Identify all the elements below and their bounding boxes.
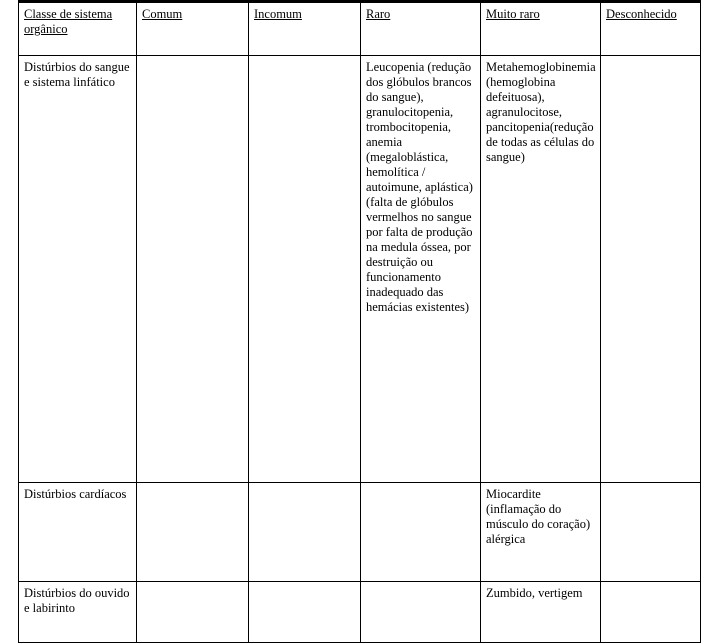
table-row xyxy=(19,483,701,582)
table-row xyxy=(19,56,701,483)
column-header-raro xyxy=(361,3,481,56)
table-header-row xyxy=(19,3,701,56)
cell-muito-raro-text: Miocardite (inflamação do músculo do coração) alérgica xyxy=(486,487,594,546)
cell-comum xyxy=(137,582,249,643)
cell-muito-raro-text: Metahemoglobinemia (hemoglobina defeituosa), agranulocitose, pancitopenia(redução de todas as células do sangue) xyxy=(486,60,599,164)
cell-raro xyxy=(361,56,481,483)
column-header-incomum-label: Incomum xyxy=(254,7,302,21)
cell-comum xyxy=(137,483,249,582)
cell-muito-raro xyxy=(481,582,601,643)
cell-incomum xyxy=(249,56,361,483)
cell-system-class xyxy=(19,483,137,582)
column-header-muito-raro-label: Muito raro xyxy=(486,7,540,21)
column-header-raro-label: Raro xyxy=(366,7,391,21)
cell-raro xyxy=(361,582,481,643)
cell-system-class-text: Distúrbios cardíacos xyxy=(24,487,127,501)
column-header-desconhecido xyxy=(601,3,701,56)
column-header-comum xyxy=(137,3,249,56)
cell-raro xyxy=(361,483,481,582)
column-header-system-class-label: Classe de sistema orgânico xyxy=(24,7,113,36)
cell-incomum xyxy=(249,582,361,643)
cell-muito-raro-text: Zumbido, vertigem xyxy=(486,586,583,600)
cell-desconhecido xyxy=(601,582,701,643)
cell-system-class xyxy=(19,582,137,643)
cell-raro-text: Leucopenia (redução dos glóbulos brancos do sangue), granulocitopenia, trombocitopenia, anemia (megaloblástica, hemolítica / autoimune, aplástica) (falta de glóbulos vermelhos no sangue por falta de produção na medula óssea, por destruição ou funcionamento inadequado das hemácias existentes) xyxy=(366,60,477,314)
table-row xyxy=(19,582,701,643)
cell-muito-raro xyxy=(481,56,601,483)
cell-system-class-text: Distúrbios do sangue e sistema linfático xyxy=(24,60,133,89)
column-header-system-class xyxy=(19,3,137,56)
cell-comum xyxy=(137,56,249,483)
table-body xyxy=(19,56,701,643)
column-header-muito-raro xyxy=(481,3,601,56)
column-header-desconhecido-label: Desconhecido xyxy=(606,7,677,21)
cell-desconhecido xyxy=(601,56,701,483)
cell-muito-raro xyxy=(481,483,601,582)
column-header-comum-label: Comum xyxy=(142,7,183,21)
cell-incomum xyxy=(249,483,361,582)
column-header-incomum xyxy=(249,3,361,56)
cell-desconhecido xyxy=(601,483,701,582)
cell-system-class-text: Distúrbios do ouvido e labirinto xyxy=(24,586,133,615)
table-header xyxy=(19,3,701,56)
cell-system-class xyxy=(19,56,137,483)
adverse-reactions-table xyxy=(18,2,701,643)
